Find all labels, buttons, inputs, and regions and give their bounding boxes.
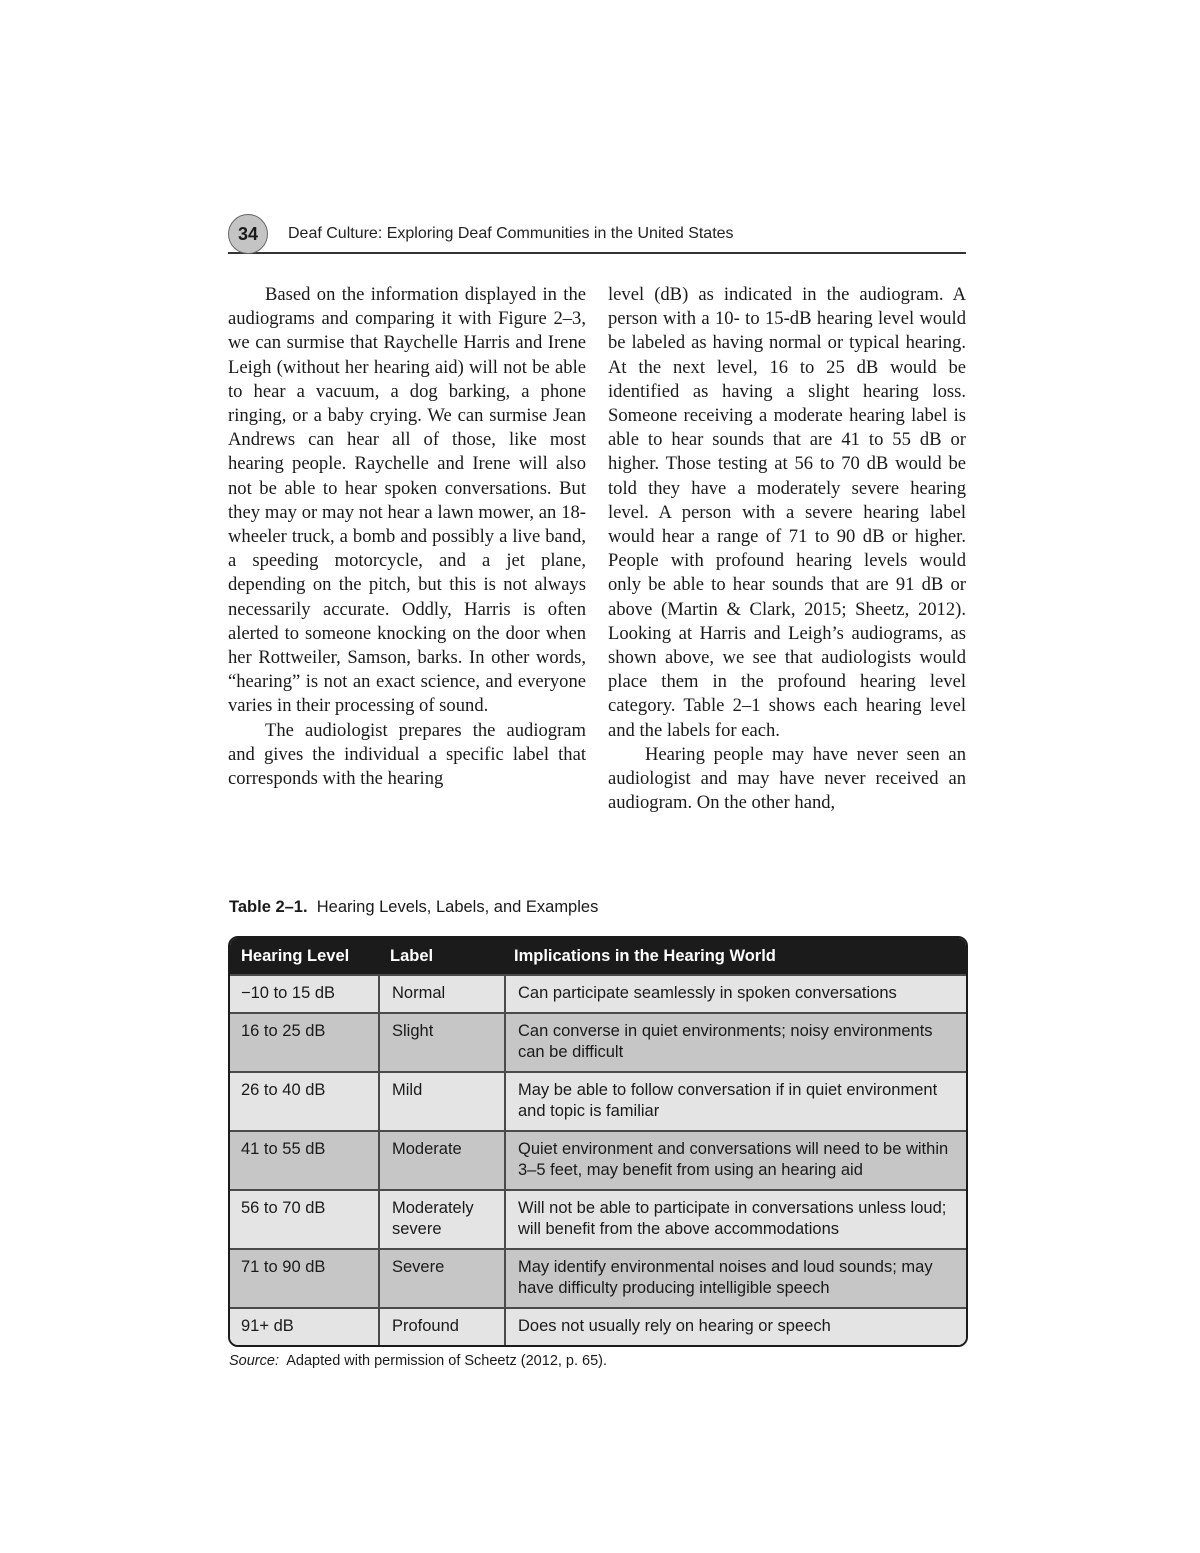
cell-implication: May be able to follow conversation if in quiet environment and topic is familiar <box>504 1073 966 1130</box>
cell-implication: May identify environmental noises and loud sounds; may have difficulty producing intelligible speech <box>504 1250 966 1307</box>
paragraph: Hearing people may have never seen an audiologist and may have never received an audiogram. On the other hand, <box>608 743 966 814</box>
cell-label: Moderately severe <box>378 1191 504 1248</box>
cell-implication: Will not be able to participate in conversations unless loud; will benefit from the above accommodations <box>504 1191 966 1248</box>
table-row <box>230 1012 966 1071</box>
table-caption-title: Hearing Levels, Labels, and Examples <box>316 898 599 916</box>
page-number: 34 <box>228 214 268 254</box>
cell-level: 26 to 40 dB <box>241 1081 326 1099</box>
cell-label: Normal <box>378 976 504 1012</box>
cell-implication: Can participate seamlessly in spoken conversations <box>504 976 966 1012</box>
table-row <box>230 1248 966 1307</box>
cell-implication: Quiet environment and conversations will need to be within 3–5 feet, may benefit from using an hearing aid <box>504 1132 966 1189</box>
cell-label: Profound <box>378 1309 504 1345</box>
body-text <box>228 283 966 815</box>
table-row <box>230 1130 966 1189</box>
header-hearing-level: Hearing Level <box>241 946 350 965</box>
running-title: Deaf Culture: Exploring Deaf Communities in the United States <box>288 225 734 242</box>
cell-level: 16 to 25 dB <box>241 1022 326 1040</box>
header-label: Label <box>390 946 434 965</box>
left-column <box>228 283 586 815</box>
cell-implication: Can converse in quiet environments; noisy environments can be difficult <box>504 1014 966 1071</box>
table-row <box>230 1071 966 1130</box>
paragraph: level (dB) as indicated in the audiogram. A person with a 10- to 15-dB hearing level would be labeled as having normal or typical hearing. At the next level, 16 to 25 dB would be identified as having a slight hearing loss. Someone receiving a moderate hearing label is able to hear sounds that are 41 to 55 dB or higher. Those testing at 56 to 70 dB would be told they have a moderately severe hearing level. A person with a severe hearing label would hear a range of 71 to 90 dB or higher. People with profound hearing levels would only be able to hear sounds that are 91 dB or above (Martin & Clark, 2015; Sheetz, 2012). Looking at Harris and Leigh’s audiograms, as shown above, we see that audiologists would place them in the profound hearing level category. Table 2–1 shows each hearing level and the labels for each. <box>608 284 966 741</box>
table-caption-label: Table 2–1. <box>229 898 308 916</box>
header-implications: Implications in the Hearing World <box>514 946 776 965</box>
cell-level: −10 to 15 dB <box>241 984 336 1002</box>
paragraph: Based on the information displayed in the audiograms and comparing it with Figure 2–3, we can surmise that Raychelle Harris and Irene Leigh (without her hearing aid) will not be able to hear a vacuum, a dog barking, a phone ringing, or a baby crying. We can surmise Jean Andrews can hear all of those, like most hearing people. Raychelle and Irene will also not be able to hear spoken conversations. But they may or may not hear a lawn mower, an 18-wheeler truck, a bomb and possibly a live band, a speeding motorcycle, and a jet plane, depending on the pitch, but this is not always necessarily accurate. Oddly, Harris is often alerted to someone knocking on the door when her Rottweiler, Samson, barks. In other words, “hearing” is not an exact science, and everyone varies in their processing of sound. <box>228 284 586 717</box>
table-header <box>230 938 966 974</box>
table-row <box>230 1307 966 1345</box>
right-column <box>608 283 966 815</box>
source-text: Adapted with permission of Scheetz (2012, p. 65). <box>286 1353 608 1369</box>
cell-label: Slight <box>378 1014 504 1071</box>
cell-level: 56 to 70 dB <box>241 1199 326 1217</box>
table-source-note <box>229 1353 607 1369</box>
cell-level: 71 to 90 dB <box>241 1258 326 1276</box>
source-label: Source: <box>229 1353 279 1369</box>
cell-implication: Does not usually rely on hearing or speech <box>504 1309 966 1345</box>
cell-level: 41 to 55 dB <box>241 1140 326 1158</box>
table-row <box>230 974 966 1012</box>
cell-label: Mild <box>378 1073 504 1130</box>
cell-level: 91+ dB <box>241 1317 294 1335</box>
cell-label: Moderate <box>378 1132 504 1189</box>
table-caption <box>229 898 598 917</box>
cell-label: Severe <box>378 1250 504 1307</box>
running-header <box>228 212 966 254</box>
table-row <box>230 1189 966 1248</box>
hearing-levels-table <box>228 936 968 1347</box>
paragraph: The audiologist prepares the audiogram and gives the individual a specific label that corresponds with the hearing <box>228 719 586 790</box>
